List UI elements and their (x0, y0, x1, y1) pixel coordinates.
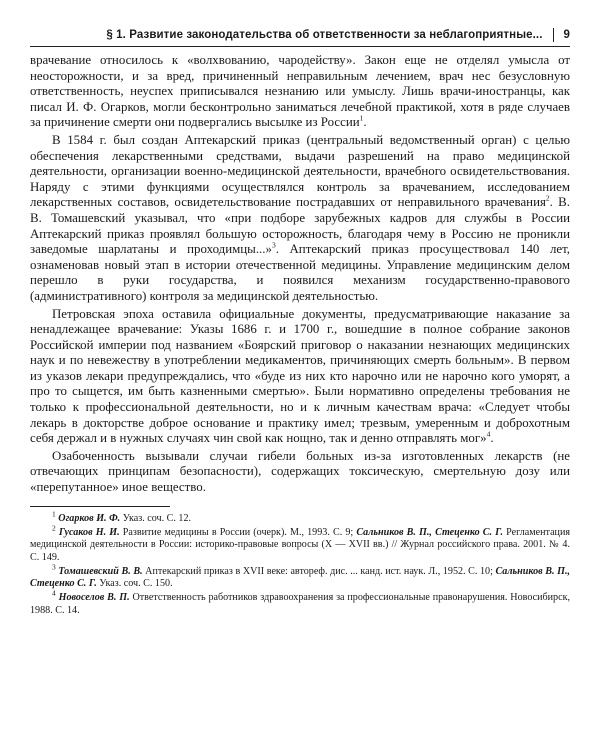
footnote-ref-3: 3 (271, 240, 276, 250)
footnote-1: $^1$ Огарков И. Ф. Указ. соч. С. 12. (52, 509, 192, 524)
body-text (30, 53, 570, 496)
footnote-ref-1: 1 (359, 114, 364, 124)
header-divider (553, 28, 554, 42)
footnote-rule (30, 506, 170, 507)
section-title: § 1. Развитие законодательства об ответственности за неблагоприятные... (106, 29, 543, 41)
paragraph-3: Петровская эпоха оставила официальные документы, предусматривающие наказание за ненадлежащее врачевание: Указы 1686 г. и 1700 г., вошедшие в полное собрание законов Российской империи под названием «Боярский приговор о наказании незнающих медицинских наук и по невежеству в употреблении медикаментов, причиняющих смерть больным». В первом из указов лекари предупреждались, что «буде из них кто нарочно или не нарочно кого уморят, а про то сыщется, им быть казненными смертью». Были нормативно определены требования не только к профессиональной деятельности, но и к личным качествам врача: «Следует чтобы лекарь в докторстве доброе основание и практику имел; трезвым, умеренным и доброхотным себя держал и в нужных случаях чин свой как нощно, так и денно отправлять мог»$^4$. (30, 306, 570, 446)
paragraph-2: В 1584 г. был создан Аптекарский приказ (центральный ведомственный орган) с целью обеспечения лекарственными средствами, выдачи разрешений на право медицинской деятельности, организации военно-медицинской деятельности, врачебного освидетельствования. Наряду с этими функциями осуществлялся контроль за врачеванием, исследованием лекарственных составов, освидетельствование пострадавших от неправильного врачевания$^2$. В. В. Томашевский указывал, что «при подборе зарубежных кадров для службы в России Аптекарский приказ проявлял большую осторожность, благодаря чему в Россию не проникли заведомые шарлатаны и проходимцы...»$^3$. Аптекарский приказ просуществовал 140 лет, ознаменовав новый этап в истории отечественной медицины. Управление медицинским делом перешло в руки государства, и появился механизм государственно-правового (административного) контроля за медицинской деятельностью. (30, 132, 570, 303)
running-head (30, 28, 570, 47)
footnote-ref-2: 2 (545, 194, 550, 204)
footnote-ref-4: 4 (486, 429, 491, 439)
paragraph-1: врачевание относилось к «волхвованию, чародейству». Закон еще не отделял умысла от неосторожности, и за вред, причиненный неправильным лечением, врач нес безусловную ответственность, неуспех приписывался незнанию или умыслу. Лишь врачи-иностранцы, как писал И. Ф. Огарков, могли бесконтрольно заниматься лечебной практикой, хотя в ряде случаев за причинение смерти они подвергались высылке из России$^1$. (30, 53, 570, 130)
footnotes (30, 509, 571, 617)
page-number: 9 (563, 29, 570, 41)
footnote-2: $^2$ Гусаков Н. И. Развитие медицины в России (очерк). М., 1993. С. 9; Сальников В. П., Стеценко С. Г. Регламентация медицинской деятельности в России: историко-правовые вопросы (X — XVII вв.) // Журнал российского права. 2001. № 4. С. 149. (30, 523, 571, 563)
paragraph-4: Озабоченность вызывали случаи гибели больных из-за изготовленных лекарств (не отвечающих принципам безопасности), содержащих токсическую, смертельную дозу или «перепутанное» иное вещество. (30, 448, 570, 495)
footnote-3: $^3$ Томашевский В. В. Аптекарский приказ в XVII веке: автореф. дис. ... канд. ист. наук. Л., 1952. С. 10; Сальников В. П., Стеценко С. Г. Указ. соч. С. 150. (30, 562, 570, 590)
footnote-4: $^4$ Новоселов В. П. Ответственность работников здравоохранения за профессиональные правонарушения. Новосибирск, 1988. С. 14. (30, 589, 571, 616)
